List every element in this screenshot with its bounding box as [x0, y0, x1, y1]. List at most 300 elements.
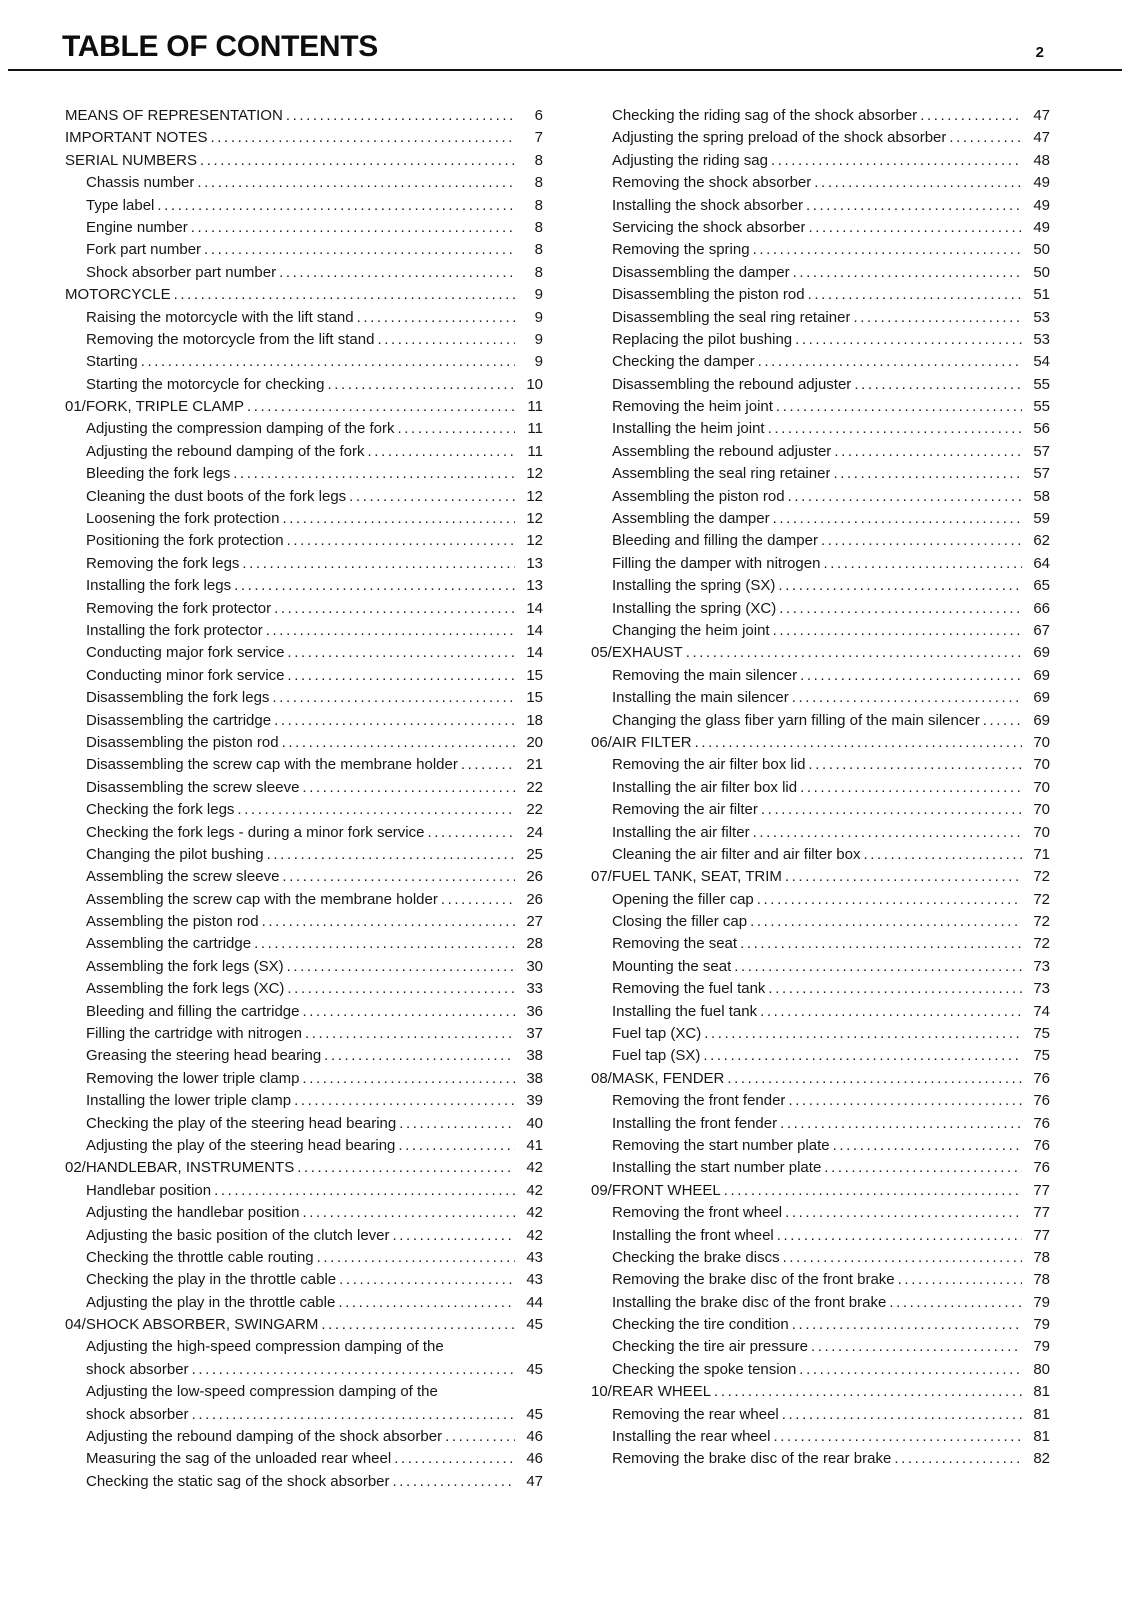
toc-sub-entry — [65, 486, 543, 508]
toc-entry-label: Adjusting the play of the steering head bearing — [86, 1136, 396, 1154]
toc-entry-row — [591, 732, 1050, 754]
toc-entry-row — [86, 1068, 543, 1090]
toc-entry-row — [86, 866, 543, 888]
toc-sub-entry — [591, 307, 1050, 329]
toc-sub-entry — [591, 1269, 1050, 1291]
toc-entry-page: 12 — [526, 510, 543, 528]
toc-entry-page: 77 — [1033, 1226, 1050, 1244]
dot-leader — [214, 1180, 515, 1202]
toc-entry-row — [612, 799, 1050, 821]
toc-entry-label: Disassembling the screw cap with the membrane holder — [86, 756, 458, 774]
toc-entry-label: Installing the main silencer — [612, 689, 789, 707]
toc-entry-page: 14 — [526, 644, 543, 662]
toc-entry-label: Installing the front fender — [612, 1114, 778, 1132]
toc-entry-page: 10 — [526, 375, 543, 393]
dot-leader — [267, 844, 515, 866]
toc-entry-page: 49 — [1033, 218, 1050, 236]
toc-entry-row — [612, 1157, 1050, 1179]
toc-entry-page: 53 — [1033, 308, 1050, 326]
toc-sub-entry — [591, 351, 1050, 373]
toc-sub-entry — [591, 217, 1050, 239]
dot-leader — [773, 1426, 1022, 1448]
toc-sub-entry — [65, 1471, 543, 1493]
dot-leader — [768, 418, 1022, 440]
toc-entry-page: 76 — [1033, 1069, 1050, 1087]
toc-entry-label: Positioning the fork protection — [86, 532, 284, 550]
toc-sub-entry — [591, 127, 1050, 149]
toc-entry-row — [612, 1426, 1050, 1448]
dot-leader — [814, 172, 1022, 194]
toc-sub-entry — [591, 1090, 1050, 1112]
toc-entry-row — [612, 441, 1050, 463]
dot-leader — [808, 217, 1022, 239]
toc-entry-label: Disassembling the piston rod — [86, 733, 279, 751]
toc-entry-row — [65, 1314, 543, 1336]
toc-sub-entry — [591, 911, 1050, 933]
dot-leader — [197, 172, 515, 194]
toc-sub-entry — [591, 508, 1050, 530]
dot-leader — [302, 777, 515, 799]
toc-sub-entry — [65, 508, 543, 530]
toc-entry-label: Assembling the piston rod — [612, 487, 785, 505]
toc-entry-label: Installing the lower triple clamp — [86, 1092, 292, 1110]
toc-entry-label: Bleeding and filling the cartridge — [86, 1002, 300, 1020]
dot-leader — [806, 195, 1022, 217]
toc-sub-entry — [591, 172, 1050, 194]
toc-entry-label: shock absorber — [86, 1405, 189, 1423]
toc-sub-entry — [591, 239, 1050, 261]
toc-entry-page: 55 — [1033, 375, 1050, 393]
dot-leader — [783, 1247, 1022, 1269]
toc-entry-page: 70 — [1033, 778, 1050, 796]
toc-sub-entry — [591, 262, 1050, 284]
toc-entry-page: 72 — [1033, 913, 1050, 931]
toc-entry-row — [86, 665, 543, 687]
dot-leader — [788, 486, 1022, 508]
dot-leader — [833, 1135, 1022, 1157]
dot-leader — [200, 150, 515, 172]
toc-sub-entry — [591, 329, 1050, 351]
toc-entry-page: 9 — [534, 353, 543, 371]
dot-leader — [773, 508, 1022, 530]
toc-entry-page: 15 — [526, 666, 543, 684]
toc-entry-row — [612, 978, 1050, 1000]
toc-sub-entry — [65, 777, 543, 799]
toc-entry-page: 76 — [1033, 1114, 1050, 1132]
toc-entry-row — [612, 239, 1050, 261]
toc-entry-label: Adjusting the handlebar position — [86, 1204, 300, 1222]
toc-sub-entry — [591, 665, 1050, 687]
toc-entry-row — [612, 1314, 1050, 1336]
toc-entry-row — [612, 217, 1050, 239]
dot-leader — [776, 396, 1022, 418]
toc-sub-entry — [65, 553, 543, 575]
toc-entry-page: 73 — [1033, 980, 1050, 998]
toc-entry-row — [612, 418, 1050, 440]
toc-sub-entry — [591, 1247, 1050, 1269]
dot-leader — [192, 1404, 515, 1426]
toc-entry-label: Checking the riding sag of the shock absorber — [612, 107, 918, 124]
toc-entry-page: 69 — [1033, 711, 1050, 729]
toc-entry-row — [86, 463, 543, 485]
toc-entry-label: Assembling the screw cap with the membrane holder — [86, 890, 438, 908]
toc-entry-page: 79 — [1033, 1338, 1050, 1356]
toc-entry-label: Assembling the damper — [612, 510, 770, 528]
toc-entry-label: Adjusting the high-speed compression damping of the — [86, 1338, 444, 1356]
toc-entry-page: 78 — [1033, 1271, 1050, 1289]
toc-entry-label: Changing the pilot bushing — [86, 845, 264, 863]
toc-entry-label: Filling the damper with nitrogen — [612, 554, 821, 572]
dot-leader — [287, 642, 515, 664]
toc-entry-label: Installing the rear wheel — [612, 1428, 771, 1446]
toc-sub-entry — [65, 1202, 543, 1224]
dot-leader — [286, 105, 515, 127]
toc-entry-page: 51 — [1033, 286, 1050, 304]
toc-entry-row — [612, 911, 1050, 933]
dot-leader — [704, 1023, 1022, 1045]
dot-leader — [192, 1359, 515, 1381]
toc-entry-page: 47 — [1033, 129, 1050, 147]
toc-entry-row — [612, 1090, 1050, 1112]
toc-entry-page: 50 — [1033, 241, 1050, 259]
toc-entry-page: 9 — [534, 330, 543, 348]
toc-entry-page: 12 — [526, 465, 543, 483]
toc-entry-label: Disassembling the seal ring retainer — [612, 308, 851, 326]
toc-entry-label: Adjusting the riding sag — [612, 151, 768, 169]
toc-entry-label: Removing the shock absorber — [612, 174, 812, 192]
toc-entry-label: Installing the fuel tank — [612, 1002, 758, 1020]
toc-entry-label: Assembling the cartridge — [86, 935, 252, 953]
toc-entry-label: Disassembling the piston rod — [612, 286, 805, 304]
dot-leader — [282, 866, 515, 888]
toc-entry-page: 14 — [526, 599, 543, 617]
dot-leader — [863, 844, 1022, 866]
toc-entry-label: Handlebar position — [86, 1181, 212, 1199]
dot-leader — [808, 284, 1022, 306]
toc-entry-label: Removing the rear wheel — [612, 1405, 779, 1423]
toc-entry-page: 70 — [1033, 823, 1050, 841]
toc-entry-page: 56 — [1033, 420, 1050, 438]
toc-entry-page: 55 — [1033, 398, 1050, 416]
toc-entry-page: 64 — [1033, 554, 1050, 572]
toc-entry-row — [86, 1180, 543, 1202]
toc-entry-row — [612, 1448, 1050, 1470]
dot-leader — [427, 822, 515, 844]
toc-entry-row — [86, 217, 543, 239]
toc-entry-page: 42 — [526, 1226, 543, 1244]
toc-sub-entry — [591, 889, 1050, 911]
toc-entry-page: 43 — [526, 1271, 543, 1289]
toc-entry-page: 81 — [1033, 1383, 1050, 1401]
toc-entry-row — [612, 307, 1050, 329]
toc-section-entry — [65, 284, 543, 306]
toc-entry-label: Removing the brake disc of the front brake — [612, 1271, 895, 1289]
toc-entry-row — [86, 822, 543, 844]
toc-entry-row — [612, 956, 1050, 978]
toc-entry-row — [612, 844, 1050, 866]
toc-entry-label: Removing the main silencer — [612, 666, 798, 684]
toc-entry-label: Changing the glass fiber yarn filling of the main silencer — [612, 711, 980, 729]
toc-entry-label: Starting the motorcycle for checking — [86, 375, 325, 393]
toc-entry-row — [86, 195, 543, 217]
toc-entry-label: Installing the front wheel — [612, 1226, 774, 1244]
toc-sub-entry — [591, 1113, 1050, 1135]
toc-entry-row — [612, 195, 1050, 217]
toc-entry-row — [86, 933, 543, 955]
toc-section-entry — [591, 732, 1050, 754]
dot-leader — [853, 307, 1022, 329]
toc-sub-entry — [65, 822, 543, 844]
toc-entry-label: Shock absorber part number — [86, 263, 277, 281]
dot-leader — [294, 1090, 515, 1112]
dot-leader — [773, 620, 1022, 642]
toc-sub-entry — [591, 150, 1050, 172]
toc-sub-entry — [65, 1180, 543, 1202]
toc-sub-entry — [591, 1135, 1050, 1157]
toc-entry-page: 72 — [1033, 890, 1050, 908]
toc-entry-page: 13 — [526, 577, 543, 595]
toc-entry-row — [612, 150, 1050, 172]
dot-leader — [686, 642, 1022, 664]
toc-entry-page: 70 — [1033, 756, 1050, 774]
toc-sub-entry — [591, 1225, 1050, 1247]
toc-entry-row — [591, 866, 1050, 888]
dot-leader — [821, 530, 1022, 552]
toc-column-right — [591, 105, 1050, 1493]
dot-leader — [920, 105, 1022, 127]
toc-sub-entry — [65, 1001, 543, 1023]
toc-entry-row — [86, 642, 543, 664]
dot-leader — [262, 911, 515, 933]
toc-entry-page: 45 — [526, 1360, 543, 1378]
toc-entry-label: SERIAL NUMBERS — [65, 151, 197, 169]
toc-entry-page: 78 — [1033, 1248, 1050, 1266]
toc-entry-label: Chassis number — [86, 174, 195, 192]
toc-entry-row — [612, 1023, 1050, 1045]
toc-entry-row — [612, 575, 1050, 597]
toc-entry-label: Filling the cartridge with nitrogen — [86, 1025, 302, 1043]
toc-entry-label: MOTORCYCLE — [65, 286, 171, 304]
toc-entry-row — [65, 150, 543, 172]
toc-entry-label: Checking the throttle cable routing — [86, 1248, 314, 1266]
toc-entry-row — [86, 777, 543, 799]
toc-entry-label: Checking the fork legs - during a minor fork service — [86, 823, 425, 841]
toc-sub-entry — [65, 262, 543, 284]
toc-entry-label: Checking the tire condition — [612, 1316, 789, 1334]
dot-leader — [734, 956, 1022, 978]
toc-entry-page: 8 — [534, 241, 543, 259]
toc-entry-label: Removing the spring — [612, 241, 750, 259]
toc-entry-page: 81 — [1033, 1428, 1050, 1446]
toc-entry-label: Removing the start number plate — [612, 1136, 830, 1154]
toc-entry-row — [612, 127, 1050, 149]
toc-entry-page: 80 — [1033, 1360, 1050, 1378]
toc-entry-row — [86, 1135, 543, 1157]
toc-entry-row — [86, 1225, 543, 1247]
toc-entry-label: Greasing the steering head bearing — [86, 1047, 322, 1065]
dot-leader — [441, 889, 515, 911]
toc-entry-page: 38 — [526, 1047, 543, 1065]
toc-entry-page: 69 — [1033, 644, 1050, 662]
toc-sub-entry — [65, 620, 543, 642]
toc-entry-row — [612, 1202, 1050, 1224]
toc-entry-page: 42 — [526, 1181, 543, 1199]
toc-entry-page: 76 — [1033, 1159, 1050, 1177]
toc-sub-entry — [65, 598, 543, 620]
toc-sub-entry — [65, 172, 543, 194]
dot-leader — [274, 598, 515, 620]
toc-entry-page: 8 — [534, 174, 543, 192]
dot-leader — [761, 799, 1022, 821]
toc-sub-entry — [591, 1359, 1050, 1381]
toc-entry-row — [86, 374, 543, 396]
toc-entry-page: 82 — [1033, 1450, 1050, 1468]
toc-entry-label: Bleeding and filling the damper — [612, 532, 818, 550]
toc-section-entry — [591, 866, 1050, 888]
toc-section-entry — [65, 1314, 543, 1336]
dot-leader — [174, 284, 515, 306]
toc-entry-page: 43 — [526, 1248, 543, 1266]
toc-entry-row — [86, 844, 543, 866]
dot-leader — [695, 732, 1022, 754]
toc-entry-page: 46 — [526, 1450, 543, 1468]
toc-entry-page: 36 — [526, 1002, 543, 1020]
toc-entry-row — [65, 1157, 543, 1179]
toc-entry-label: Replacing the pilot bushing — [612, 330, 793, 348]
toc-entry-page: 67 — [1033, 621, 1050, 639]
toc-sub-entry — [65, 217, 543, 239]
toc-entry-row — [86, 754, 543, 776]
toc-entry-label: Removing the lower triple clamp — [86, 1069, 300, 1087]
toc-sub-entry — [591, 374, 1050, 396]
dot-leader — [724, 1180, 1022, 1202]
toc-entry-row — [86, 239, 543, 261]
dot-leader — [785, 866, 1022, 888]
toc-entry-row — [86, 1247, 543, 1269]
toc-entry-row — [612, 486, 1050, 508]
toc-sub-entry — [591, 687, 1050, 709]
toc-entry-label: Adjusting the spring preload of the shock absorber — [612, 129, 947, 147]
toc-entry-row — [612, 665, 1050, 687]
toc-entry-page: 75 — [1033, 1047, 1050, 1065]
dot-leader — [800, 665, 1022, 687]
dot-leader — [811, 1336, 1022, 1358]
toc-entry-row — [86, 1471, 543, 1493]
toc-sub-entry — [65, 642, 543, 664]
toc-sub-entry — [591, 620, 1050, 642]
dot-leader — [279, 262, 515, 284]
toc-entry-page: 79 — [1033, 1316, 1050, 1334]
dot-leader — [317, 1247, 515, 1269]
toc-entry-page: 70 — [1033, 733, 1050, 751]
dot-leader — [191, 217, 515, 239]
toc-entry-label: Installing the fork protector — [86, 621, 263, 639]
toc-entry-label: Installing the brake disc of the front brake — [612, 1293, 887, 1311]
toc-entry-page: 45 — [526, 1405, 543, 1423]
toc-entry-page: 12 — [526, 532, 543, 550]
toc-entry-label: Starting — [86, 353, 138, 371]
toc-sub-entry — [65, 1336, 543, 1381]
dot-leader — [760, 1001, 1022, 1023]
toc-entry-label: 08/MASK, FENDER — [591, 1069, 725, 1087]
toc-entry-row — [612, 172, 1050, 194]
toc-sub-entry — [591, 530, 1050, 552]
toc-entry-page: 46 — [526, 1428, 543, 1446]
dot-leader — [779, 598, 1022, 620]
dot-leader — [768, 978, 1022, 1000]
toc-entry-page: 11 — [527, 398, 543, 416]
toc-entry-label: IMPORTANT NOTES — [65, 129, 208, 147]
dot-leader — [327, 374, 515, 396]
toc-entry-row — [612, 329, 1050, 351]
toc-entry-row — [591, 642, 1050, 664]
dot-leader — [393, 1471, 515, 1493]
toc-sub-entry — [591, 822, 1050, 844]
toc-entry-row — [612, 1359, 1050, 1381]
toc-sub-entry — [65, 239, 543, 261]
dot-leader — [778, 575, 1022, 597]
toc-entry-row — [612, 889, 1050, 911]
dot-leader — [321, 1314, 515, 1336]
toc-entry-label: Assembling the screw sleeve — [86, 868, 280, 886]
dot-leader — [795, 329, 1022, 351]
toc-entry-label: Conducting major fork service — [86, 644, 285, 662]
toc-entry-label: 05/EXHAUST — [591, 644, 683, 662]
toc-entry-row — [591, 1381, 1050, 1403]
toc-entry-label: Removing the motorcycle from the lift stand — [86, 330, 375, 348]
dot-leader — [242, 553, 515, 575]
toc-sub-entry — [591, 1045, 1050, 1067]
toc-entry-row — [86, 172, 543, 194]
dot-leader — [894, 1448, 1022, 1470]
toc-entry-row — [86, 1426, 543, 1448]
toc-entry-row — [86, 1404, 543, 1426]
toc-sub-entry — [65, 1023, 543, 1045]
dot-leader — [824, 1157, 1022, 1179]
toc-entry-label: Disassembling the rebound adjuster — [612, 375, 852, 393]
toc-entry-label: Removing the front wheel — [612, 1204, 783, 1222]
dot-leader — [833, 463, 1022, 485]
dot-leader — [399, 1113, 515, 1135]
toc-entry-label: Fork part number — [86, 241, 202, 259]
toc-section-entry — [65, 150, 543, 172]
toc-entry-page: 8 — [534, 151, 543, 169]
dot-leader — [211, 127, 515, 149]
toc-entry-page: 11 — [527, 420, 543, 438]
toc-entry-page: 49 — [1033, 174, 1050, 192]
toc-entry-label: Assembling the piston rod — [86, 913, 259, 931]
toc-entry-label: Closing the filler cap — [612, 913, 748, 931]
toc-entry-label: Checking the damper — [612, 353, 755, 371]
toc-entry-row — [86, 687, 543, 709]
toc-sub-entry — [591, 799, 1050, 821]
toc-entry-row — [612, 351, 1050, 373]
toc-sub-entry — [65, 441, 543, 463]
toc-entry-page: 70 — [1033, 801, 1050, 819]
toc-sub-entry — [65, 933, 543, 955]
toc-sub-entry — [591, 777, 1050, 799]
toc-entry-label: 01/FORK, TRIPLE CLAMP — [65, 398, 244, 416]
toc-sub-entry — [591, 1448, 1050, 1470]
toc-sub-entry — [591, 441, 1050, 463]
toc-entry-label: Measuring the sag of the unloaded rear wheel — [86, 1450, 392, 1468]
dot-leader — [287, 978, 515, 1000]
toc-entry-label: Checking the brake discs — [612, 1248, 780, 1266]
dot-leader — [237, 799, 515, 821]
toc-entry-page: 21 — [526, 756, 543, 774]
toc-entry-page: 42 — [526, 1159, 543, 1177]
toc-entry-label: Installing the spring (XC) — [612, 599, 777, 617]
